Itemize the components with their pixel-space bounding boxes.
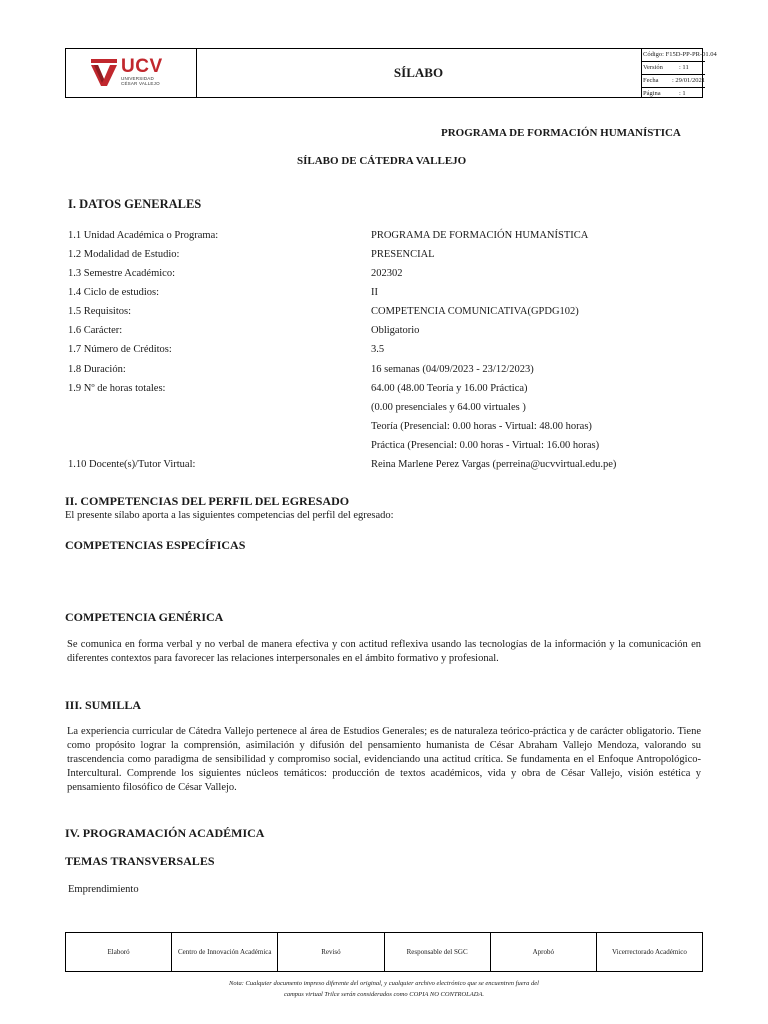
ucv-logo bbox=[90, 57, 163, 87]
meta-row-pagina: Página : 1 bbox=[643, 90, 686, 97]
sumilla-text: La experiencia curricular de Cátedra Vallejo pertenece al área de Estudios Generales; es de naturaleza teórico-práctica y de carácter obligatorio. Tiene como propósito lograr la comprensión, asimilación y difusión del pensamiento humanista de César Abraham Vallejo Mendoza, valorando su trascendencia como paradigma de sensibilidad y compromiso social, evidenciando una actitud crítica. Se fundamenta en el Enfoque Antropológico-Intercultural. Comprende los siguientes núcleos temáticos: producción de textos académicos, vida y obra de César Vallejo, visión estética y pensamiento filosófico de César Vallejo. bbox=[67, 726, 701, 793]
approval-table bbox=[65, 932, 703, 972]
approval-cell: Revisó bbox=[278, 933, 384, 971]
competencias-intro: El presente sílabo aporta a las siguientes competencias del perfil del egresado: bbox=[65, 510, 394, 521]
footer-note bbox=[150, 978, 618, 1000]
program-title: PROGRAMA DE FORMACIÓN HUMANÍSTICA bbox=[441, 127, 681, 139]
datos-row: 1.1 Unidad Académica o Programa: PROGRAMA DE FORMACIÓN HUMANÍSTICA bbox=[68, 230, 589, 241]
datos-row: 1.2 Modalidad de Estudio: PRESENCIAL bbox=[68, 249, 435, 260]
competencia-generica-text: Se comunica en forma verbal y no verbal de manera efectiva y con actitud reflexiva usando las tecnologías de la información y la comunicación en diferentes contextos para favorecer las relaciones interpersonales en el ámbito formativo y profesional. bbox=[67, 639, 701, 664]
meta-row-version: Versión : 11 bbox=[641, 62, 705, 75]
section-competencias-title: II. COMPETENCIAS DEL PERFIL DEL EGRESADO bbox=[65, 494, 350, 508]
section-sumilla-title: III. SUMILLA bbox=[65, 698, 142, 712]
document-header bbox=[65, 48, 717, 98]
datos-row: 1.7 Número de Créditos: 3.5 bbox=[68, 344, 385, 355]
competencia-generica-title: COMPETENCIA GENÉRICA bbox=[65, 610, 224, 624]
logo-cell bbox=[66, 49, 197, 97]
datos-row: 1.8 Duración: 16 semanas (04/09/2023 - 23/12/2023) bbox=[68, 364, 534, 375]
logo-wordmark: UCV bbox=[121, 56, 163, 77]
meta-row-codigo: Código : F15D-PP-PR-01.04 bbox=[641, 49, 705, 62]
approval-cell: Elaboró bbox=[66, 933, 172, 971]
tema-item: Emprendimiento bbox=[68, 884, 139, 895]
section-datos-generales-title: I. DATOS GENERALES bbox=[68, 197, 202, 211]
approval-cell: Responsable del SGC bbox=[385, 933, 491, 971]
ucv-shield-icon bbox=[90, 57, 118, 87]
competencias-especificas-title: COMPETENCIAS ESPECÍFICAS bbox=[65, 538, 246, 552]
logo-subtitle-2: CÉSAR VALLEJO bbox=[121, 81, 160, 86]
meta-row-fecha: Fecha : 29/01/2021 bbox=[641, 75, 705, 88]
datos-row: 1.9 Nº de horas totales: 64.00 (48.00 Teoría y 16.00 Práctica) bbox=[68, 383, 528, 394]
approval-cell: Vicerrectorado Académico bbox=[612, 948, 687, 956]
datos-row: (0.00 presenciales y 64.00 virtuales ) bbox=[371, 402, 526, 413]
logo-subtitle-1: UNIVERSIDAD bbox=[121, 76, 154, 81]
approval-cell: Aprobó bbox=[491, 933, 597, 971]
syllabus-title: SÍLABO DE CÁTEDRA VALLEJO bbox=[297, 155, 467, 167]
datos-row: 1.6 Carácter: Obligatorio bbox=[68, 325, 420, 336]
temas-transversales-title: TEMAS TRANSVERSALES bbox=[65, 854, 215, 868]
datos-row: 1.10 Docente(s)/Tutor Virtual: Reina Marlene Perez Vargas (perreina@ucvvirtual.edu.pe) bbox=[68, 459, 617, 470]
document-title: SÍLABO bbox=[196, 49, 642, 97]
datos-row: 1.3 Semestre Académico: 202302 bbox=[68, 268, 403, 279]
datos-row: 1.5 Requisitos: COMPETENCIA COMUNICATIVA(GPDG102) bbox=[68, 306, 579, 317]
section-programacion-title: IV. PROGRAMACIÓN ACADÉMICA bbox=[65, 826, 265, 840]
datos-row: Teoría (Presencial: 0.00 horas - Virtual: 48.00 horas) bbox=[371, 421, 592, 432]
document-meta bbox=[641, 49, 717, 97]
datos-row: Práctica (Presencial: 0.00 horas - Virtual: 16.00 horas) bbox=[371, 440, 600, 451]
approval-cell: Centro de Innovación Académica bbox=[172, 933, 278, 971]
footer-note-line-2: campus virtual Trilce serán considerados como COPIA NO CONTROLADA. bbox=[283, 991, 485, 998]
datos-row: 1.4 Ciclo de estudios: II bbox=[68, 287, 378, 298]
footer-note-line-1: Nota: Cualquier documento impreso diferente del original, y cualquier archivo electrónico que se encuentren fuera del bbox=[229, 980, 539, 987]
